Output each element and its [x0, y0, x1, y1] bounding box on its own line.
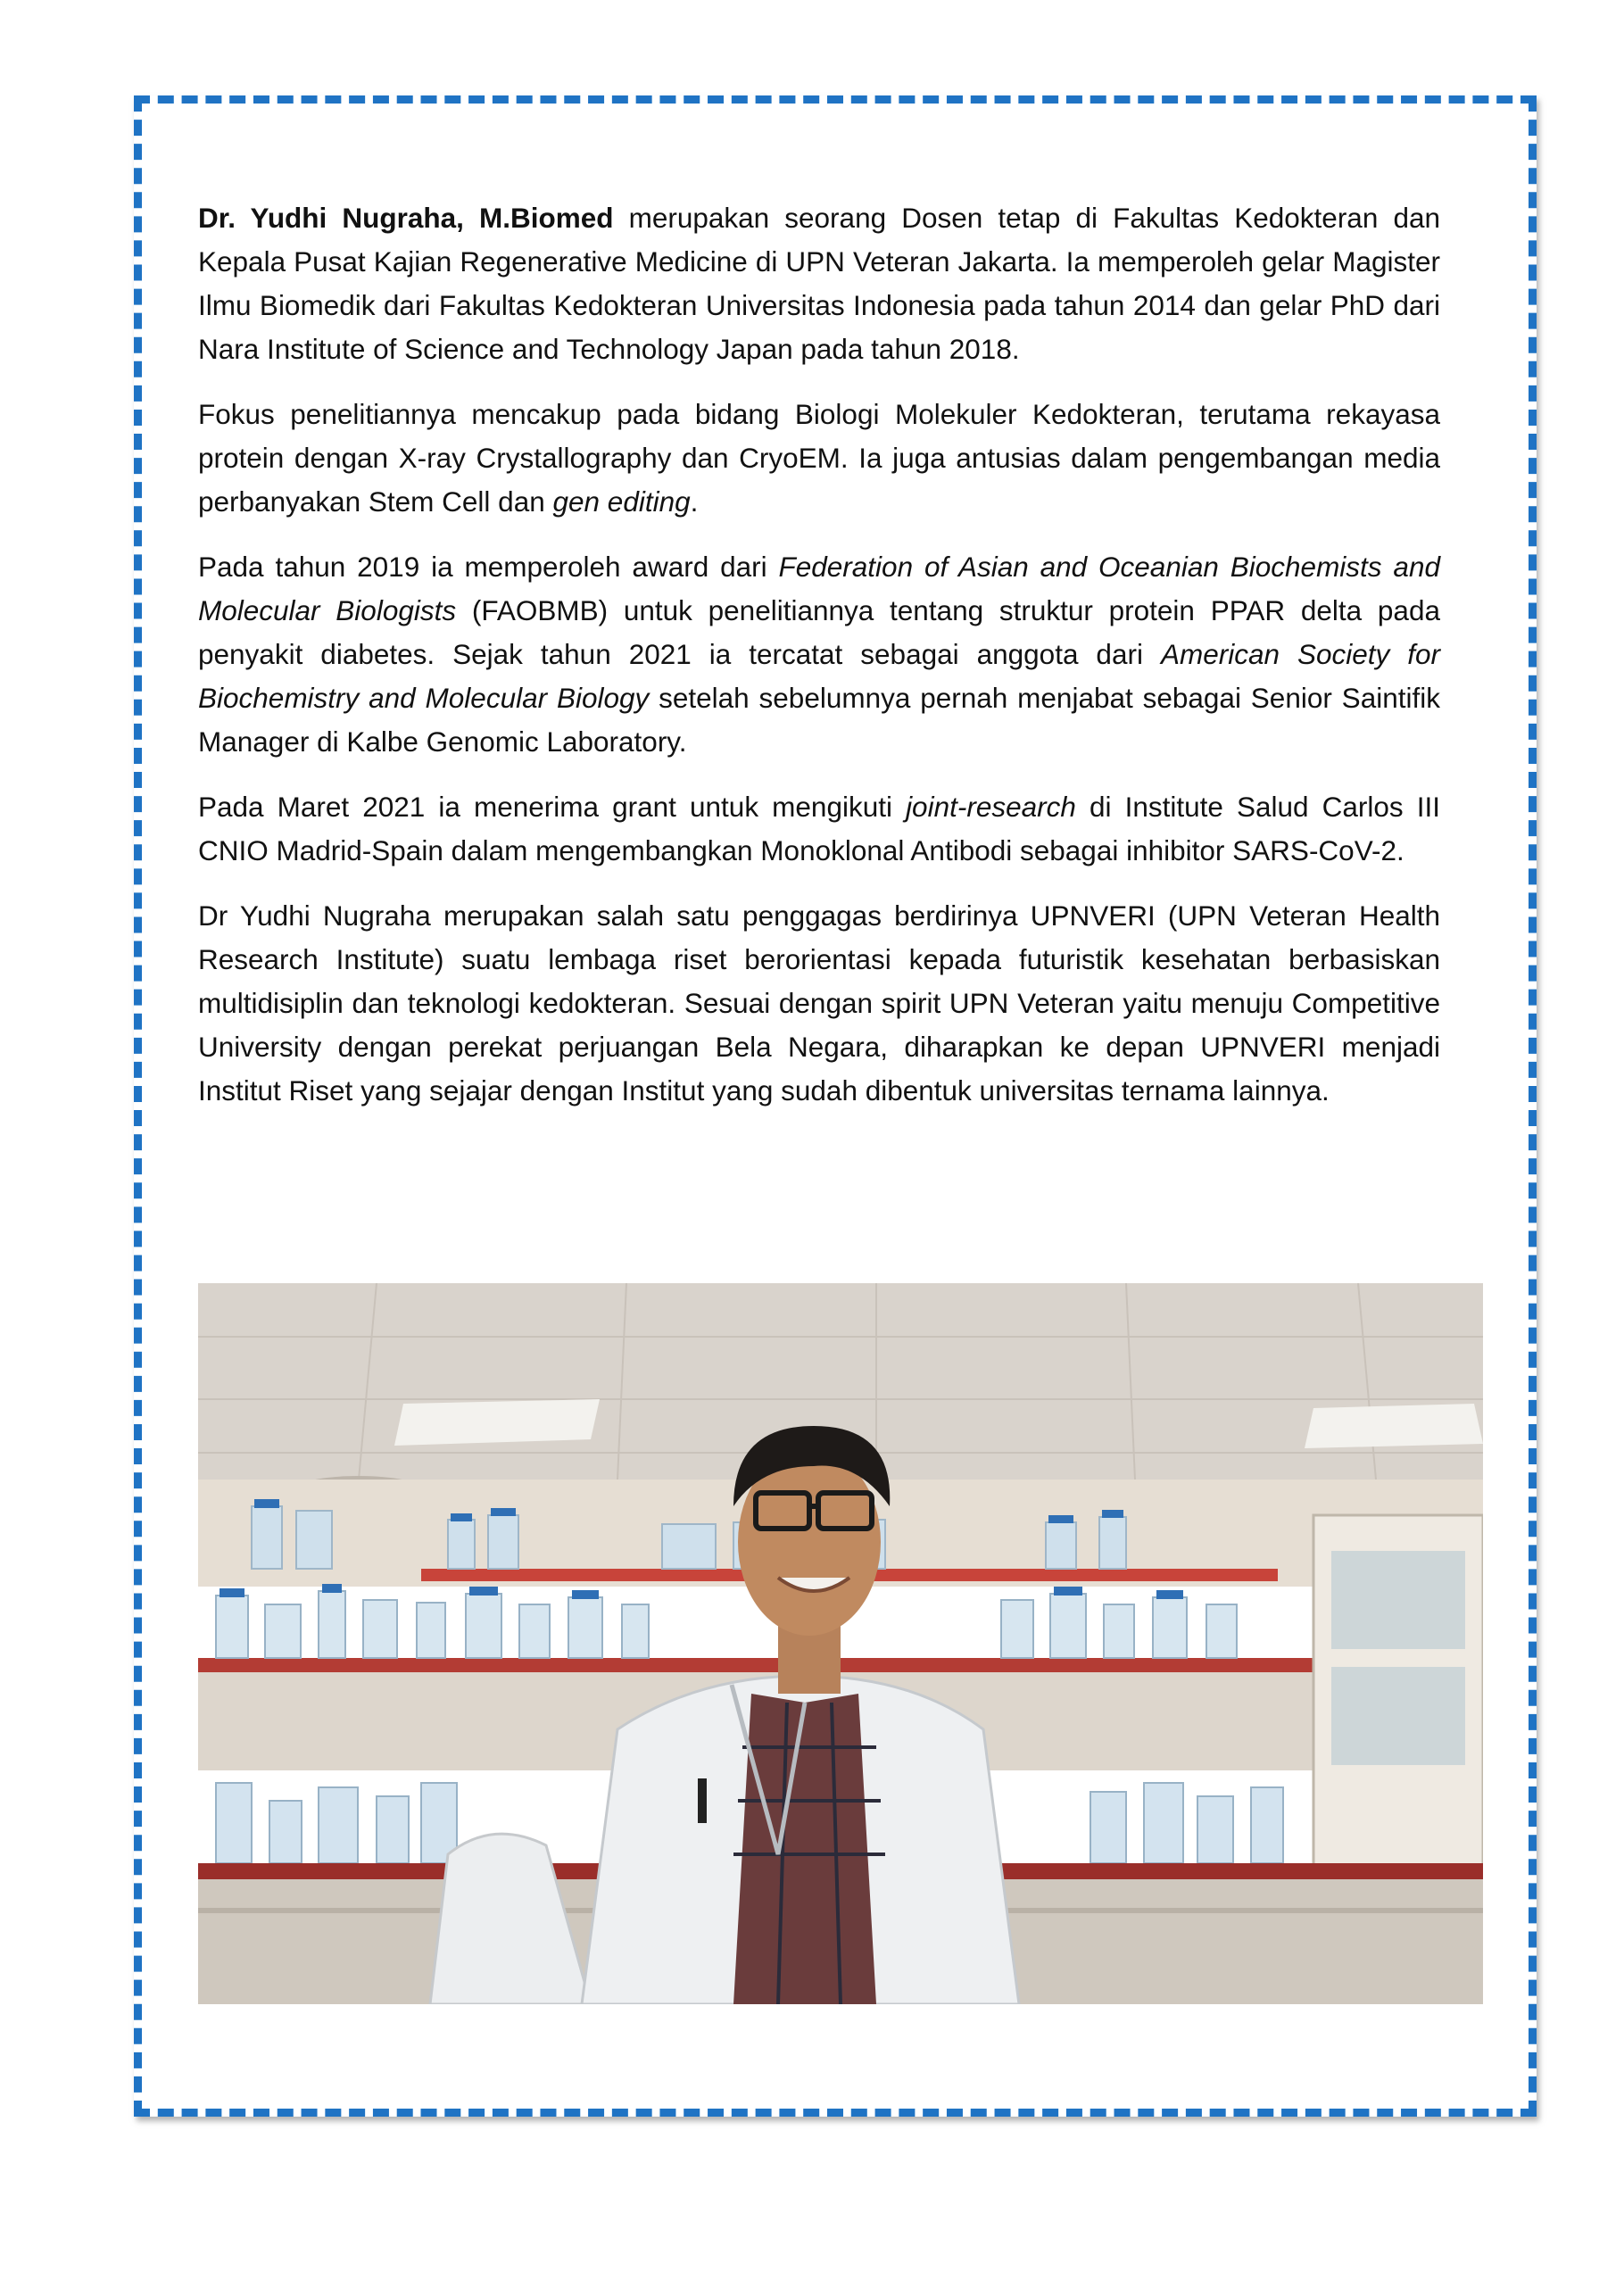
author-name: Dr. Yudhi Nugraha, M.Biomed	[198, 202, 614, 234]
paragraph-research-focus	[198, 393, 1440, 524]
paragraph-research-end: .	[690, 485, 699, 518]
paragraph-awards-text-b: (FAOBMB) untuk penelitiannya tentang struktur protein PPAR delta pada penyakit diabetes. Sejak tahun 2021 ia tercatat sebagai anggota dari	[198, 594, 1440, 670]
paragraph-awards-text-a: Pada tahun 2019 ia memperoleh award dari	[198, 551, 779, 583]
gene-editing-term: gen editing	[552, 485, 691, 518]
paragraph-intro-text: merupakan seorang Dosen tetap di Fakultas Kedokteran dan Kepala Pusat Kajian Regenerative Medicine di UPN Veteran Jakarta. Ia memperoleh gelar Magister Ilmu Biomedik dari Fakultas Kedokteran Universitas Indonesia pada tahun 2014 dan gelar PhD dari Nara Institute of Science and Technology Japan pada tahun 2018.	[198, 202, 1440, 365]
asbmb-name: American Society for Biochemistry and Molecular Biology	[198, 638, 1441, 714]
faobmb-name: Federation of Asian and Oceanian Biochemists and Molecular Biologists	[198, 551, 1440, 626]
joint-research-term: joint-research	[906, 791, 1076, 823]
portrait-photo-icon	[198, 1283, 1483, 2004]
paragraph-grant	[198, 785, 1440, 873]
paragraph-grant-text-b: di Institute Salud Carlos III CNIO Madrid-Spain dalam mengembangkan Monoklonal Antibodi sebagai inhibitor SARS-CoV-2.	[198, 791, 1440, 866]
paragraph-grant-text-a: Pada Maret 2021 ia menerima grant untuk mengikuti	[198, 791, 907, 823]
biography-text	[198, 196, 1440, 1134]
paragraph-upnveri	[198, 894, 1440, 1113]
paragraph-intro	[198, 196, 1440, 371]
paragraph-upnveri-text: Dr Yudhi Nugraha merupakan salah satu penggagas berdirinya UPNVERI (UPN Veteran Health Research Institute) suatu lembaga riset berorientasi kepada futuristik kesehatan berbasiskan multidisiplin dan teknologi kedokteran. Sesuai dengan spirit UPN Veteran yaitu menuju Competitive University dengan perekat perjuangan Bela Negara, diharapkan ke depan UPNVERI menjadi Institut Riset yang sejajar dengan Institut yang sudah dibentuk universitas ternama lainnya.	[198, 899, 1440, 1107]
lab-portrait-photo	[198, 1283, 1483, 2004]
paragraph-research-text: Fokus penelitiannya mencakup pada bidang Biologi Molekuler Kedokteran, terutama rekayasa protein dengan X-ray Crystallography dan CryoEM. Ia juga antusias dalam pengembangan media perbanyakan Stem Cell dan	[198, 398, 1440, 518]
paragraph-awards-text-c: setelah sebelumnya pernah menjabat sebagai Senior Saintifik Manager di Kalbe Genomic Laboratory.	[198, 682, 1440, 758]
paragraph-awards	[198, 545, 1440, 764]
